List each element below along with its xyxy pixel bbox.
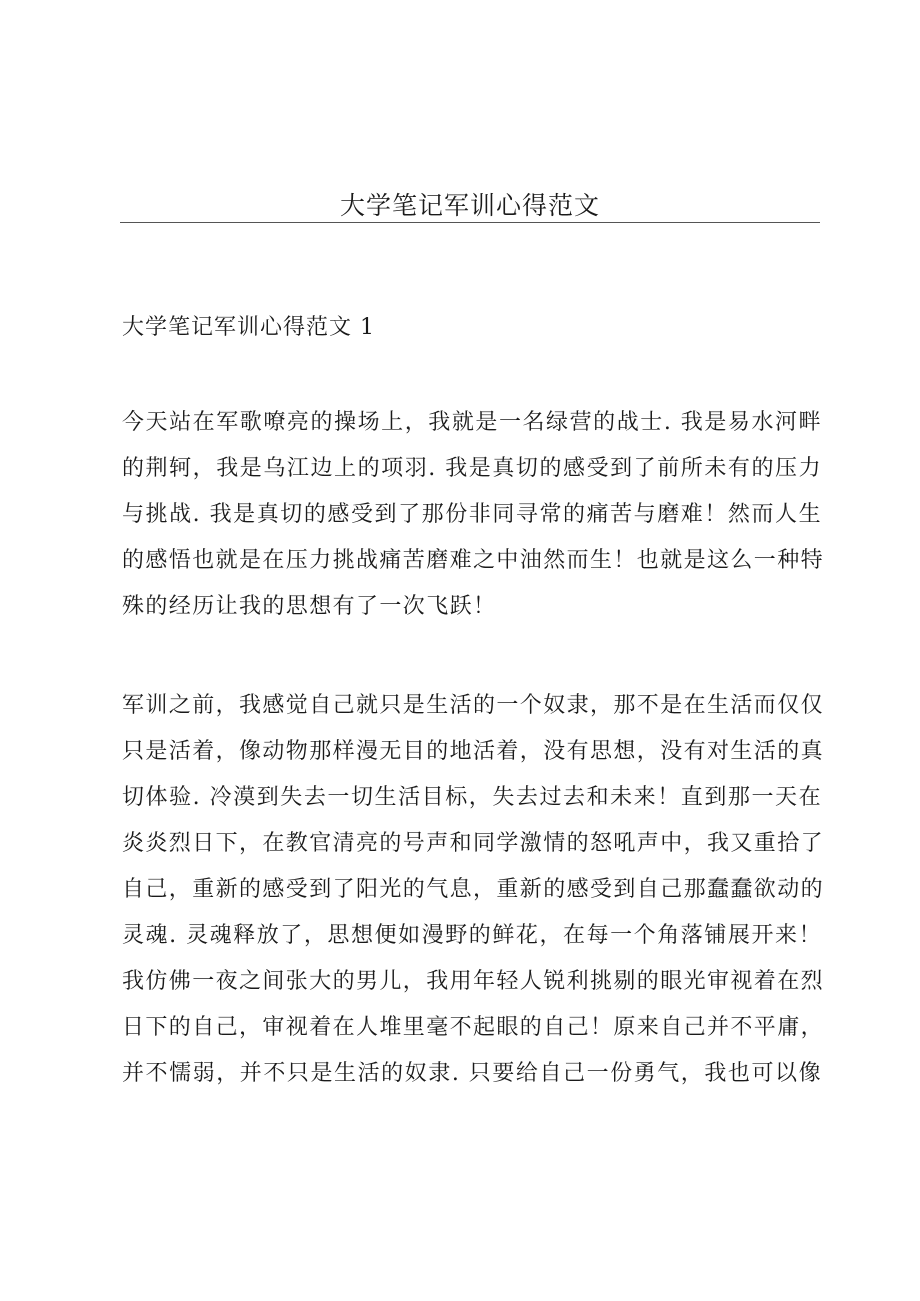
paragraph-line: 殊的经历让我的思想有了一次飞跃！ <box>122 594 497 619</box>
section-heading: 大学笔记军训心得范文 1 <box>122 315 375 340</box>
paragraph-line: 炎炎烈日下，在教官清亮的号声和同学激情的怒吼声中，我又重拾了 <box>122 831 825 856</box>
paragraph-line: 的感悟也就是在压力挑战痛苦磨难之中油然而生！也就是这么一种特 <box>122 548 825 573</box>
paragraph-line: 灵魂. 灵魂释放了，思想便如漫野的鲜花，在每一个角落铺展开来！ <box>122 923 822 948</box>
paragraph-2 <box>122 683 825 1097</box>
paragraph-line: 与挑战. 我是真切的感受到了那份非同寻常的痛苦与磨难！然而人生 <box>122 502 822 527</box>
paragraph-line: 日下的自己，审视着在人堆里毫不起眼的自己！原来自己并不平庸， <box>122 1015 825 1040</box>
paragraph-line: 自己，重新的感受到了阳光的气息，重新的感受到自己那蠢蠢欲动的 <box>122 877 825 902</box>
paragraph-line: 今天站在军歌嘹亮的操场上，我就是一名绿营的战士. 我是易水河畔 <box>122 410 822 435</box>
paragraph-line: 军训之前，我感觉自己就只是生活的一个奴隶，那不是在生活而仅仅 <box>122 693 825 718</box>
paragraph-line: 并不懦弱，并不只是生活的奴隶. 只要给自己一份勇气，我也可以像 <box>122 1061 822 1086</box>
paragraph-line: 的荆轲，我是乌江边上的项羽. 我是真切的感受到了前所未有的压力 <box>122 456 822 481</box>
paragraph-1 <box>122 400 825 630</box>
paragraph-line: 我仿佛一夜之间张大的男儿，我用年轻人锐利挑剔的眼光审视着在烈 <box>122 969 825 994</box>
paragraph-line: 只是活着，像动物那样漫无目的地活着，没有思想，没有对生活的真 <box>122 739 825 764</box>
title-underline <box>120 222 820 223</box>
paragraph-line: 切体验. 冷漠到失去一切生活目标，失去过去和未来！直到那一天在 <box>122 785 822 810</box>
document-title: 大学笔记军训心得范文 <box>339 191 600 220</box>
